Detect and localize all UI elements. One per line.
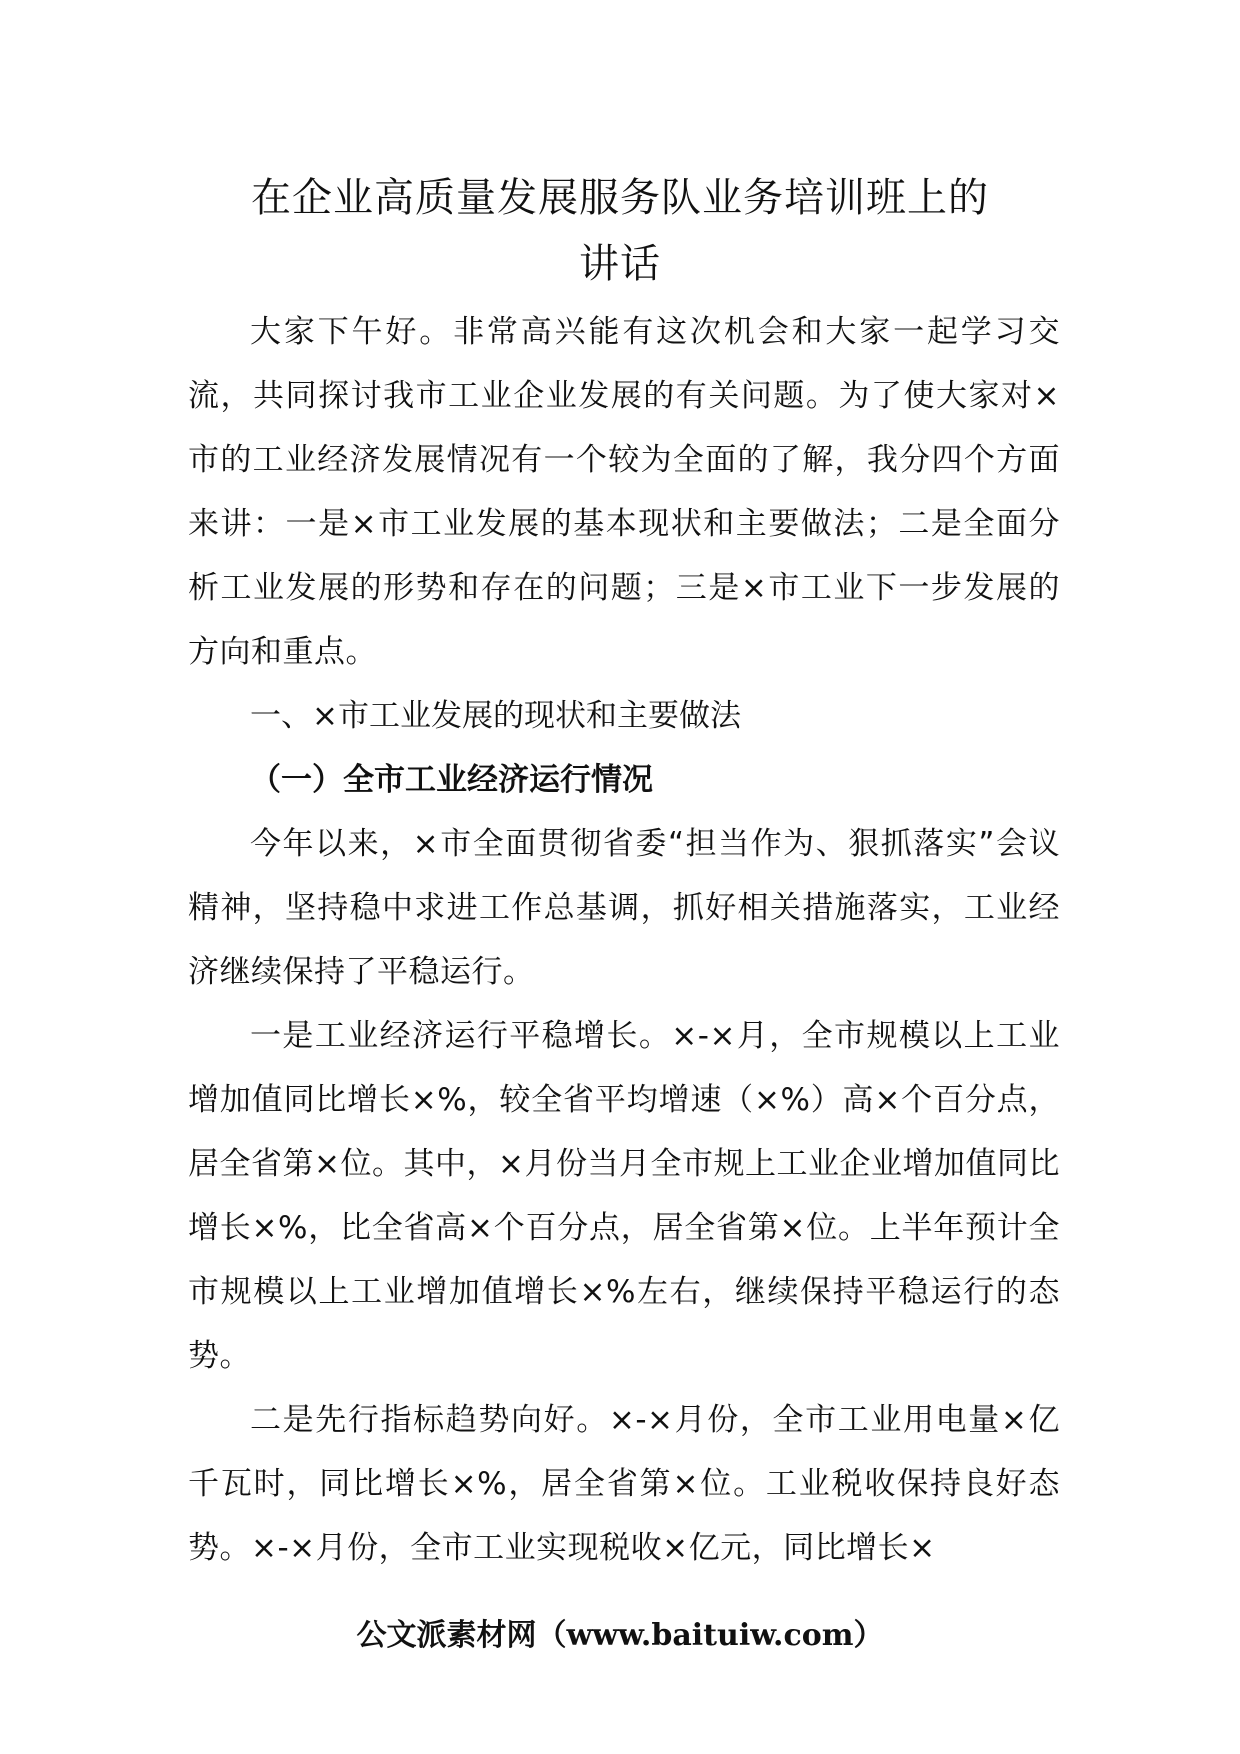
body-paragraph: 今年以来，×市全面贯彻省委“担当作为、狠抓落实”会议精神，坚持稳中求进工作总基调，抓好相关措施落实，工业经济继续保持了平稳运行。 — [188, 826, 1060, 990]
document-body — [188, 300, 1060, 1580]
subsection-heading-1: （一）全市工业经济运行情况 — [250, 762, 653, 798]
opening-paragraph: 大家下午好。非常高兴能有这次机会和大家一起学习交流，共同探讨我市工业企业发展的有关问题。为了使大家对×市的工业经济发展情况有一个较为全面的了解，我分四个方面来讲：一是×市工业发展的基本现状和主要做法；二是全面分析工业发展的形势和存在的问题；三是×市工业下一步发展的方向和重点。 — [188, 314, 1060, 670]
document-title-line-1: 在企业高质量发展服务队业务培训班上的 — [251, 175, 989, 221]
footer-watermark: 公文派素材网（www.baituiw.com） — [356, 1618, 884, 1653]
document-title-line-2: 讲话 — [579, 241, 661, 287]
body-paragraph: 二是先行指标趋势向好。×-×月份，全市工业用电量×亿千瓦时，同比增长×%，居全省第×位。工业税收保持良好态势。×-×月份，全市工业实现税收×亿元，同比增长× — [188, 1402, 1060, 1566]
body-paragraph: 一是工业经济运行平稳增长。×-×月，全市规模以上工业增加值同比增长×%，较全省平均增速（×%）高×个百分点，居全省第×位。其中，×月份当月全市规上工业企业增加值同比增长×%，比全省高×个百分点，居全省第×位。上半年预计全市规模以上工业增加值增长×%左右，继续保持平稳运行的态势。 — [188, 1018, 1060, 1374]
section-heading-1: 一、×市工业发展的现状和主要做法 — [250, 698, 741, 734]
